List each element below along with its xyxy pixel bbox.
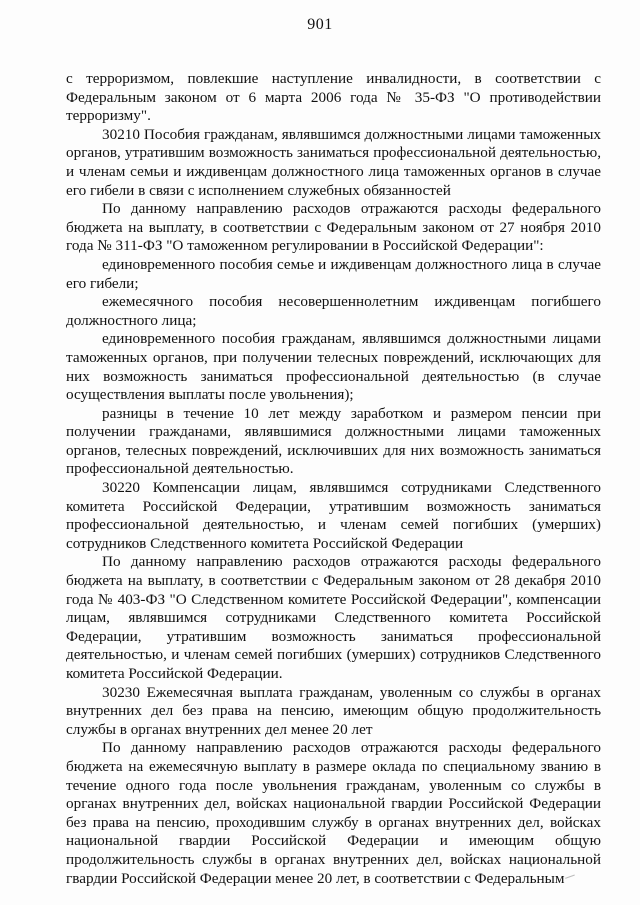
paragraph-terrorism-continuation: с терроризмом, повлекшие наступление инвалидности, в соответствии с Федеральным законом от 6 марта 2006 года № 35-ФЗ "О противодействии терроризму". bbox=[66, 70, 601, 125]
paragraph-30230-heading: 30230 Ежемесячная выплата гражданам, уволенным со службы в органах внутренних дел без права на пенсию, имеющим общую продолжительность службы в органах внутренних дел менее 20 лет bbox=[66, 683, 601, 738]
paragraph-30210-description: По данному направлению расходов отражаются расходы федерального бюджета на выплату, в соответствии с Федеральным законом от 27 ноября 2010 года № 311-ФЗ "О таможенном регулировании в Российской Федерации": bbox=[66, 200, 601, 255]
paragraph-30230-description: По данному направлению расходов отражаются расходы федерального бюджета на ежемесячную выплату в размере оклада по специальному званию в течение одного года после увольнения гражданам, уволенным со службы в органах внутренних дел, войсках национальной гвардии Российской Федерации без права на пенсию, проходившим службу в органах внутренних дел, войсках национальной гвардии Российской Федерации и имеющим общую продолжительность службы в органах внутренних дел, войсках национальной гвардии Российской Федерации менее 20 лет, в соответствии с Федеральным bbox=[66, 739, 601, 887]
paragraph-30210-heading: 30210 Пособия гражданам, являвшимся должностными лицами таможенных органов, утратившим возможность заниматься профессиональной деятельностью, и членам семьи и иждивенцам должностного лица таможенных органов в случае его гибели в связи с исполнением служебных обязанностей bbox=[66, 125, 601, 199]
paragraph-30220-description: По данному направлению расходов отражаются расходы федерального бюджета на выплату, в соответствии с Федеральным законом от 28 декабря 2010 года № 403-ФЗ "О Следственном комитете Российской Федерации", компенсации лицам, являвшимся сотрудниками Следственного комитета Российской Федерации, утратившим возможность заниматься профессиональной деятельностью, и членам семей погибших (умерших) сотрудников Следственного комитета Российской Федерации. bbox=[66, 553, 601, 682]
paragraph-list-item: разницы в течение 10 лет между заработком и размером пенсии при получении гражданами, являвшимися должностными лицами таможенных органов, телесных повреждений, исключивших для них возможность заниматься профессиональной деятельностью. bbox=[66, 404, 601, 478]
document-body bbox=[66, 70, 601, 888]
paragraph-30220-heading: 30220 Компенсации лицам, являвшимся сотрудниками Следственного комитета Российской Федерации, утратившим возможность заниматься профессиональной деятельностью, и членам семей погибших (умерших) сотрудников Следственного комитета Российской Федерации bbox=[66, 479, 601, 552]
paragraph-list-item: единовременного пособия семье и иждивенцам должностного лица в случае его гибели; bbox=[66, 255, 601, 292]
paragraph-list-item: ежемесячного пособия несовершеннолетним иждивенцам погибшего должностного лица; bbox=[66, 293, 601, 329]
paragraph-list-item: единовременного пособия гражданам, являвшимся должностными лицами таможенных органов, при получении телесных повреждений, исключающих для них возможность заниматься профессиональной деятельностью (в случае осуществления выплаты после увольнения); bbox=[66, 330, 601, 404]
page-number: 901 bbox=[307, 16, 333, 33]
